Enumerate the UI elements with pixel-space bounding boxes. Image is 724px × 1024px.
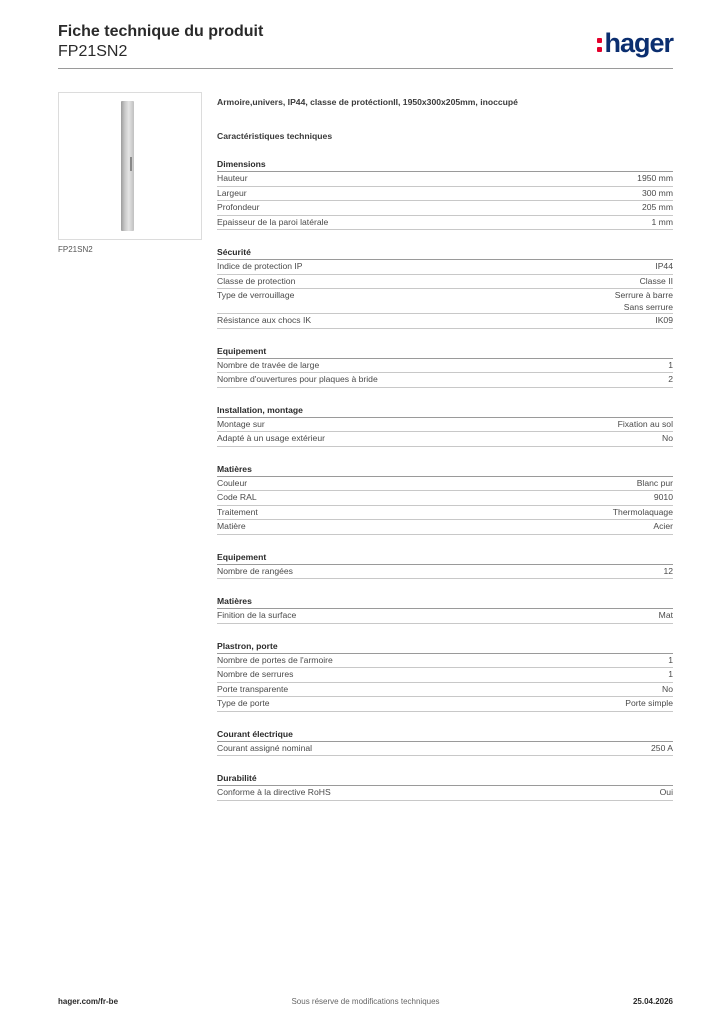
spec-label: Profondeur <box>217 202 260 212</box>
section-title: Courant électrique <box>217 728 673 742</box>
spec-subtitle: Caractéristiques techniques <box>217 131 333 141</box>
header-divider <box>58 68 673 69</box>
spec-value-line: Serrure à barre <box>614 290 673 300</box>
spec-value <box>660 786 673 800</box>
section-title: Dimensions <box>217 158 673 172</box>
section-title: Equipement <box>217 345 673 359</box>
footer-note: Sous réserve de modifications techniques <box>291 997 440 1006</box>
spec-row <box>217 216 673 231</box>
spec-row <box>217 683 673 698</box>
spec-row <box>217 742 673 757</box>
spec-row <box>217 418 673 433</box>
spec-row <box>217 697 673 712</box>
spec-label: Couleur <box>217 477 248 488</box>
spec-value-line: Fixation au sol <box>617 418 673 429</box>
spec-label: Traitement <box>217 506 258 517</box>
spec-value-line: Oui <box>659 787 673 797</box>
spec-row <box>217 668 673 683</box>
spec-label: Nombre de travée de large <box>217 359 320 370</box>
spec-row <box>217 172 673 187</box>
spec-row <box>217 491 673 506</box>
spec-value <box>625 697 673 711</box>
spec-value-line: 205 mm <box>641 202 673 212</box>
spec-value <box>662 683 673 697</box>
spec-section <box>217 463 673 535</box>
spec-row <box>217 609 673 624</box>
spec-value <box>655 314 673 328</box>
spec-value-line: 1 <box>668 359 673 370</box>
spec-value <box>613 506 673 520</box>
spec-label: Nombre de portes de l'armoire <box>217 654 333 665</box>
spec-row <box>217 187 673 202</box>
spec-value-line: 1 <box>668 669 673 679</box>
spec-value <box>642 201 673 215</box>
spec-value <box>640 275 673 289</box>
spec-value-line: Classe II <box>639 275 673 286</box>
spec-row <box>217 432 673 447</box>
spec-value <box>652 216 673 230</box>
spec-value-line: IP44 <box>655 261 673 271</box>
spec-section <box>217 728 673 757</box>
spec-label: Matière <box>217 521 246 531</box>
spec-label: Montage sur <box>217 418 265 429</box>
spec-label: Résistance aux chocs IK <box>217 315 312 325</box>
spec-value-line: 9010 <box>653 492 673 502</box>
hager-logo <box>597 28 673 59</box>
spec-row <box>217 260 673 275</box>
spec-row <box>217 786 673 801</box>
section-title: Durabilité <box>217 772 673 786</box>
section-title: Matières <box>217 595 673 609</box>
spec-value <box>655 260 673 274</box>
spec-row <box>217 654 673 669</box>
spec-label: Nombre de rangées <box>217 565 293 576</box>
spec-row <box>217 275 673 290</box>
spec-section <box>217 345 673 388</box>
spec-label: Nombre de serrures <box>217 669 294 679</box>
spec-label: Epaisseur de la paroi latérale <box>217 216 329 227</box>
spec-value <box>653 520 673 534</box>
spec-row <box>217 477 673 492</box>
spec-section <box>217 551 673 580</box>
spec-value-line: Porte simple <box>625 698 673 708</box>
spec-value-line: IK09 <box>655 315 673 325</box>
spec-value-line: Thermolaquage <box>612 506 673 517</box>
section-title: Equipement <box>217 551 673 565</box>
spec-value-line: 1950 mm <box>637 173 673 183</box>
spec-value-line: 250 A <box>651 742 673 753</box>
product-description: Armoire,univers, IP44, classe de protéctionII, 1950x300x205mm, inoccupé <box>217 97 518 107</box>
footer-date: 25.04.2026 <box>632 997 673 1006</box>
spec-row <box>217 565 673 580</box>
spec-value <box>637 172 673 186</box>
spec-value <box>642 187 673 201</box>
spec-value-line: 1 mm <box>651 216 673 227</box>
spec-section <box>217 404 673 447</box>
product-reference: FP21SN2 <box>58 43 128 60</box>
spec-row <box>217 201 673 216</box>
spec-value <box>637 477 673 491</box>
logo-dots-icon <box>597 34 603 54</box>
spec-row <box>217 506 673 521</box>
spec-row <box>217 314 673 329</box>
spec-value <box>651 742 673 756</box>
section-title: Matières <box>217 463 673 477</box>
spec-value-line: Acier <box>653 521 673 531</box>
page-header <box>58 22 673 70</box>
spec-label: Classe de protection <box>217 275 296 286</box>
spec-section <box>217 158 673 230</box>
spec-label: Type de porte <box>217 698 270 708</box>
spec-value-line: Sans serrure <box>623 302 673 312</box>
spec-sections <box>217 158 673 801</box>
product-image-frame <box>58 92 202 240</box>
spec-label: Largeur <box>217 187 247 198</box>
footer-website-link[interactable]: hager.com/fr-be <box>58 997 119 1006</box>
spec-row <box>217 289 673 314</box>
spec-value <box>668 654 673 668</box>
spec-label: Type de verrouillage <box>217 290 295 300</box>
spec-section <box>217 595 673 624</box>
spec-label: Adapté à un usage extérieur <box>217 433 325 443</box>
spec-value-line: No <box>662 683 673 694</box>
spec-section <box>217 640 673 712</box>
spec-label: Code RAL <box>217 492 257 502</box>
spec-value <box>668 359 673 373</box>
spec-label: Nombre d'ouvertures pour plaques à bride <box>217 374 378 384</box>
spec-value <box>615 289 673 313</box>
spec-value <box>668 668 673 682</box>
spec-value-line: 300 mm <box>641 187 673 198</box>
spec-section <box>217 246 673 329</box>
spec-label: Hauteur <box>217 173 248 183</box>
logo-text: hager <box>604 28 673 58</box>
spec-value <box>662 432 673 446</box>
spec-value-line: Mat <box>658 610 673 620</box>
spec-row <box>217 359 673 374</box>
spec-label: Courant assigné nominal <box>217 742 313 753</box>
cabinet-product-image <box>121 101 134 231</box>
section-title: Installation, montage <box>217 404 673 418</box>
spec-value <box>654 491 673 505</box>
section-title: Plastron, porte <box>217 640 673 654</box>
spec-label: Indice de protection IP <box>217 261 303 271</box>
spec-section <box>217 772 673 801</box>
spec-label: Finition de la surface <box>217 610 297 620</box>
spec-value-line: 12 <box>663 565 673 576</box>
spec-value-line: 1 <box>668 654 673 665</box>
spec-value <box>659 609 673 623</box>
spec-value <box>663 565 673 579</box>
spec-label: Conforme à la directive RoHS <box>217 787 331 797</box>
spec-label: Porte transparente <box>217 683 289 694</box>
section-title: Sécurité <box>217 246 673 260</box>
product-image-caption: FP21SN2 <box>58 245 93 254</box>
spec-row <box>217 520 673 535</box>
spec-value <box>668 373 673 387</box>
spec-value <box>618 418 673 432</box>
spec-content <box>217 96 673 801</box>
spec-value-line: Blanc pur <box>636 477 673 488</box>
spec-row <box>217 373 673 388</box>
spec-value-line: No <box>662 433 673 443</box>
document-title: Fiche technique du produit <box>58 23 264 40</box>
spec-value-line: 2 <box>668 374 673 384</box>
